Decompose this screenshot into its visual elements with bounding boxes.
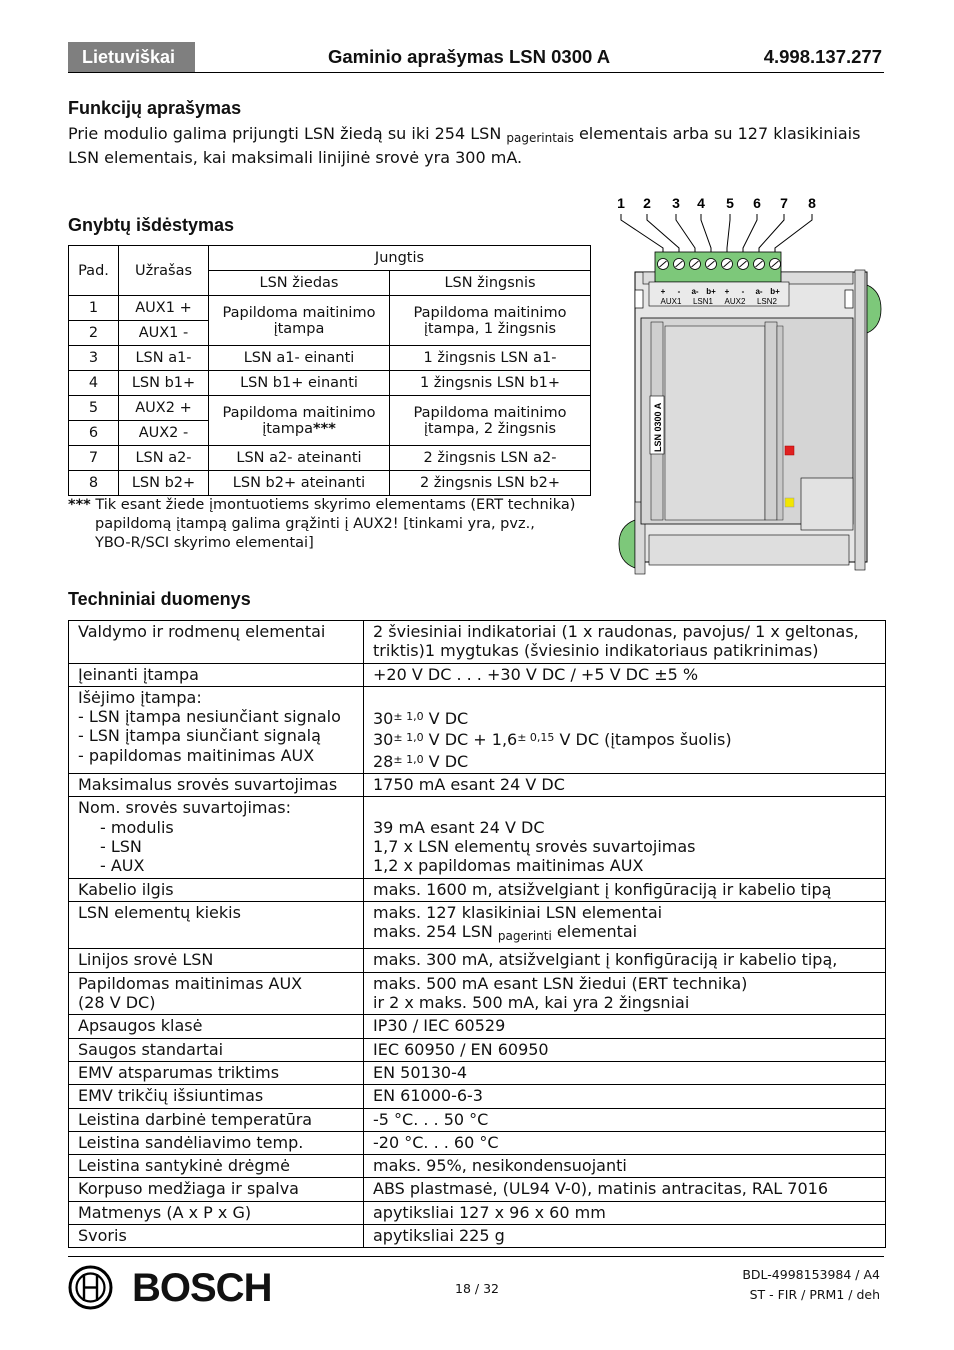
terminals-heading: Gnybtų išdėstymas	[68, 215, 235, 235]
pin-number: 5	[726, 195, 734, 211]
cell-label: Maksimalus srovės suvartojimas	[69, 774, 364, 797]
cell-label: Korpuso medžiaga ir spalva	[69, 1178, 364, 1201]
tech-heading: Techniniai duomenys	[68, 589, 251, 609]
pin-number: 1	[617, 195, 625, 211]
terminal-label: AUX2	[724, 297, 746, 306]
table-row	[69, 686, 886, 773]
leader-line	[621, 214, 663, 254]
document-number: 4.998.137.277	[763, 46, 882, 67]
cell-ring: Papildoma maitinimo įtampa	[209, 296, 390, 346]
cell-label: Leistina darbinė temperatūra	[69, 1108, 364, 1131]
cell-value: EN 61000-6-3	[364, 1085, 886, 1108]
red-led-icon	[785, 446, 794, 455]
table-row	[69, 346, 591, 371]
table-row	[69, 1015, 886, 1038]
cell-label: Leistina santykinė drėgmė	[69, 1155, 364, 1178]
cell-step: 2 žingsnis LSN b2+	[390, 471, 591, 496]
table-row	[69, 901, 886, 949]
cell-label: AUX2 -	[119, 421, 209, 446]
table-row	[69, 471, 591, 496]
table-row	[69, 1061, 886, 1084]
table-row	[69, 949, 886, 972]
terminal-sign: -	[741, 287, 745, 296]
cell-value: EN 50130-4	[364, 1061, 886, 1084]
footer-divider	[68, 1256, 884, 1257]
language-tab: Lietuviškai	[68, 42, 195, 72]
terminal-sign: a-	[755, 287, 763, 296]
cell-label: Leistina sandėliavimo temp.	[69, 1131, 364, 1154]
module-label: LSN 0300 A	[653, 402, 663, 452]
terminal-table	[68, 245, 591, 496]
pin-number: 8	[808, 195, 816, 211]
cell-label: Apsaugos klasė	[69, 1015, 364, 1038]
header-divider	[68, 72, 884, 73]
cell-label: Įeinanti įtampa	[69, 663, 364, 686]
doc-version: ST - FIR / PRM1 / deh	[749, 1287, 880, 1302]
table-row	[69, 396, 591, 421]
cell-value: apytiksliai 225 g	[364, 1225, 886, 1248]
table-row	[69, 1038, 886, 1061]
table-row	[69, 774, 886, 797]
cell-pad: 1	[69, 296, 119, 321]
table-row	[69, 446, 591, 471]
cell-pad: 7	[69, 446, 119, 471]
cell-ring: LSN b1+ einanti	[209, 371, 390, 396]
cell-pad: 2	[69, 321, 119, 346]
cell-label: AUX1 +	[119, 296, 209, 321]
cell-label: Linijos srovė LSN	[69, 949, 364, 972]
table-row	[69, 1225, 886, 1248]
cell-value: IP30 / IEC 60529	[364, 1015, 886, 1038]
cell-label: AUX1 -	[119, 321, 209, 346]
func-heading: Funkcijų aprašymas	[68, 98, 242, 118]
cell-label: LSN a2-	[119, 446, 209, 471]
terminal-label: LSN2	[756, 297, 778, 306]
cell-value: maks. 1600 m, atsižvelgiant į konfigūraciją ir kabelio tipą	[364, 878, 886, 901]
terminal-sign: +	[724, 287, 730, 296]
cell-label: Valdymo ir rodmenų elementai	[69, 621, 364, 664]
cell-pad: 8	[69, 471, 119, 496]
cell-step: 2 žingsnis LSN a2-	[390, 446, 591, 471]
cell-ring: LSN b2+ ateinanti	[209, 471, 390, 496]
table-row	[69, 621, 886, 664]
cell-value: maks. 127 klasikiniai LSN elementai maks. 254 LSN $_{pagerinti}$ elementai	[364, 901, 886, 949]
cell-value: 39 mA esant 24 V DC 1,7 x LSN elementų srovės suvartojimas 1,2 x papildomas maitinimas AUX	[364, 797, 886, 878]
cell-ring: LSN a2- ateinanti	[209, 446, 390, 471]
table-row	[69, 1201, 886, 1224]
cell-label: Nom. srovės suvartojimas: - modulis - LSN - AUX	[69, 797, 364, 878]
cell-value: 1750 mA esant 24 V DC	[364, 774, 886, 797]
leader-line	[701, 214, 711, 254]
cell-value: ABS plastmasė, (UL94 V-0), matinis antracitas, RAL 7016	[364, 1178, 886, 1201]
pin-number: 3	[672, 195, 680, 211]
cell-value: IEC 60950 / EN 60950	[364, 1038, 886, 1061]
table-row	[69, 296, 591, 321]
terminal-label: LSN1	[692, 297, 714, 306]
cell-label: EMV trikčių išsiuntimas	[69, 1085, 364, 1108]
cell-value: 2 šviesiniai indikatoriai (1 x raudonas, pavojus/ 1 x geltonas, triktis)1 mygtukas (šviesinio indikatoriaus patikrinimas)	[364, 621, 886, 664]
table-row	[69, 663, 886, 686]
leader-line	[727, 214, 730, 254]
cell-label: AUX2 +	[119, 396, 209, 421]
th-label: Užrašas	[119, 246, 209, 296]
terminal-sign: -	[677, 287, 681, 296]
cell-value: apytiksliai 127 x 96 x 60 mm	[364, 1201, 886, 1224]
cell-label: Kabelio ilgis	[69, 878, 364, 901]
terminal-sign: b+	[706, 287, 716, 296]
cell-value: maks. 300 mA, atsižvelgiant į konfigūraciją ir kabelio tipą,	[364, 949, 886, 972]
cell-value: -5 °C. . . 50 °C	[364, 1108, 886, 1131]
footnote: *** Tik esant žiede įmontuotiems skyrimo elementams (ERT technika) papildomą įtampą galima grąžinti į AUX2! [tinkami yra, pvz., YBO-R/SCI skyrimo elementai]	[68, 497, 576, 551]
table-row	[69, 1155, 886, 1178]
cell-value: $30^{\pm 1,0}$ V DC $30^{\pm 1,0}$ V DC + $1,6^{\pm 0,15}$ V DC (įtampos šuolis) $28^{\pm 1,0}$ V DC	[364, 686, 886, 773]
th-connection: Jungtis	[209, 246, 591, 271]
cell-ring: LSN a1- einanti	[209, 346, 390, 371]
cell-value: +20 V DC . . . +30 V DC / +5 V DC ±5 %	[364, 663, 886, 686]
pin-number: 7	[780, 195, 788, 211]
terminal-label: AUX1	[660, 297, 682, 306]
table-row	[69, 1178, 886, 1201]
bosch-armature-icon	[68, 1265, 113, 1310]
page-title: Gaminio aprašymas LSN 0300 A	[328, 46, 611, 67]
cell-pad: 6	[69, 421, 119, 446]
terminal-sign: +	[660, 287, 666, 296]
th-ring: LSN žiedas	[209, 271, 390, 296]
leader-line	[775, 214, 812, 254]
cell-label: LSN b2+	[119, 471, 209, 496]
terminal-sign: a-	[691, 287, 699, 296]
module-diagram	[605, 190, 895, 585]
table-row	[69, 878, 886, 901]
cell-step: 1 žingsnis LSN a1-	[390, 346, 591, 371]
cell-label: Saugos standartai	[69, 1038, 364, 1061]
cell-ring: Papildoma maitinimo įtampa***	[209, 396, 390, 446]
cell-pad: 5	[69, 396, 119, 421]
th-pad: Pad.	[69, 246, 119, 296]
cell-label: LSN b1+	[119, 371, 209, 396]
cell-label: Matmenys (A x P x G)	[69, 1201, 364, 1224]
cell-label: Papildomas maitinimas AUX (28 V DC)	[69, 972, 364, 1015]
cell-value: maks. 500 mA esant LSN žiedui (ERT technika) ir 2 x maks. 500 mA, kai yra 2 žingsniai	[364, 972, 886, 1015]
cell-step: 1 žingsnis LSN b1+	[390, 371, 591, 396]
cell-label: LSN elementų kiekis	[69, 901, 364, 949]
func-text: Prie modulio galima prijungti LSN žiedą su iki 254 LSN $_{pagerintais}$ elementais arba su 127 klasikiniais LSN elementais, kai maksimali linijinė srovė yra 300 mA.	[68, 124, 861, 167]
leader-line	[759, 214, 784, 254]
cell-value: maks. 95%, nesikondensuojanti	[364, 1155, 886, 1178]
doc-id: BDL-4998153984 / A4	[742, 1267, 880, 1282]
table-row	[69, 371, 591, 396]
pin-number: 6	[753, 195, 761, 211]
cell-step: Papildoma maitinimo įtampa, 1 žingsnis	[390, 296, 591, 346]
th-step: LSN žingsnis	[390, 271, 591, 296]
cell-step: Papildoma maitinimo įtampa, 2 žingsnis	[390, 396, 591, 446]
leader-line	[743, 214, 757, 254]
page-number: 18 / 32	[455, 1281, 499, 1296]
table-row	[69, 972, 886, 1015]
table-row	[69, 1085, 886, 1108]
table-row	[69, 797, 886, 878]
pin-number: 2	[643, 195, 651, 211]
cell-label: EMV atsparumas triktims	[69, 1061, 364, 1084]
cell-value: -20 °C. . . 60 °C	[364, 1131, 886, 1154]
tech-table	[68, 620, 886, 1248]
cell-label: Išėjimo įtampa: - LSN įtampa nesiunčiant signalo - LSN įtampa siunčiant signalą - papildomas maitinimas AUX	[69, 686, 364, 773]
bosch-logo: BOSCH	[132, 1266, 272, 1310]
cell-label: Svoris	[69, 1225, 364, 1248]
cell-label: LSN a1-	[119, 346, 209, 371]
table-row	[69, 1108, 886, 1131]
cell-pad: 4	[69, 371, 119, 396]
cell-pad: 3	[69, 346, 119, 371]
yellow-led-icon	[785, 498, 794, 507]
table-row	[69, 1131, 886, 1154]
pin-number: 4	[697, 195, 705, 211]
terminal-sign: b+	[770, 287, 780, 296]
